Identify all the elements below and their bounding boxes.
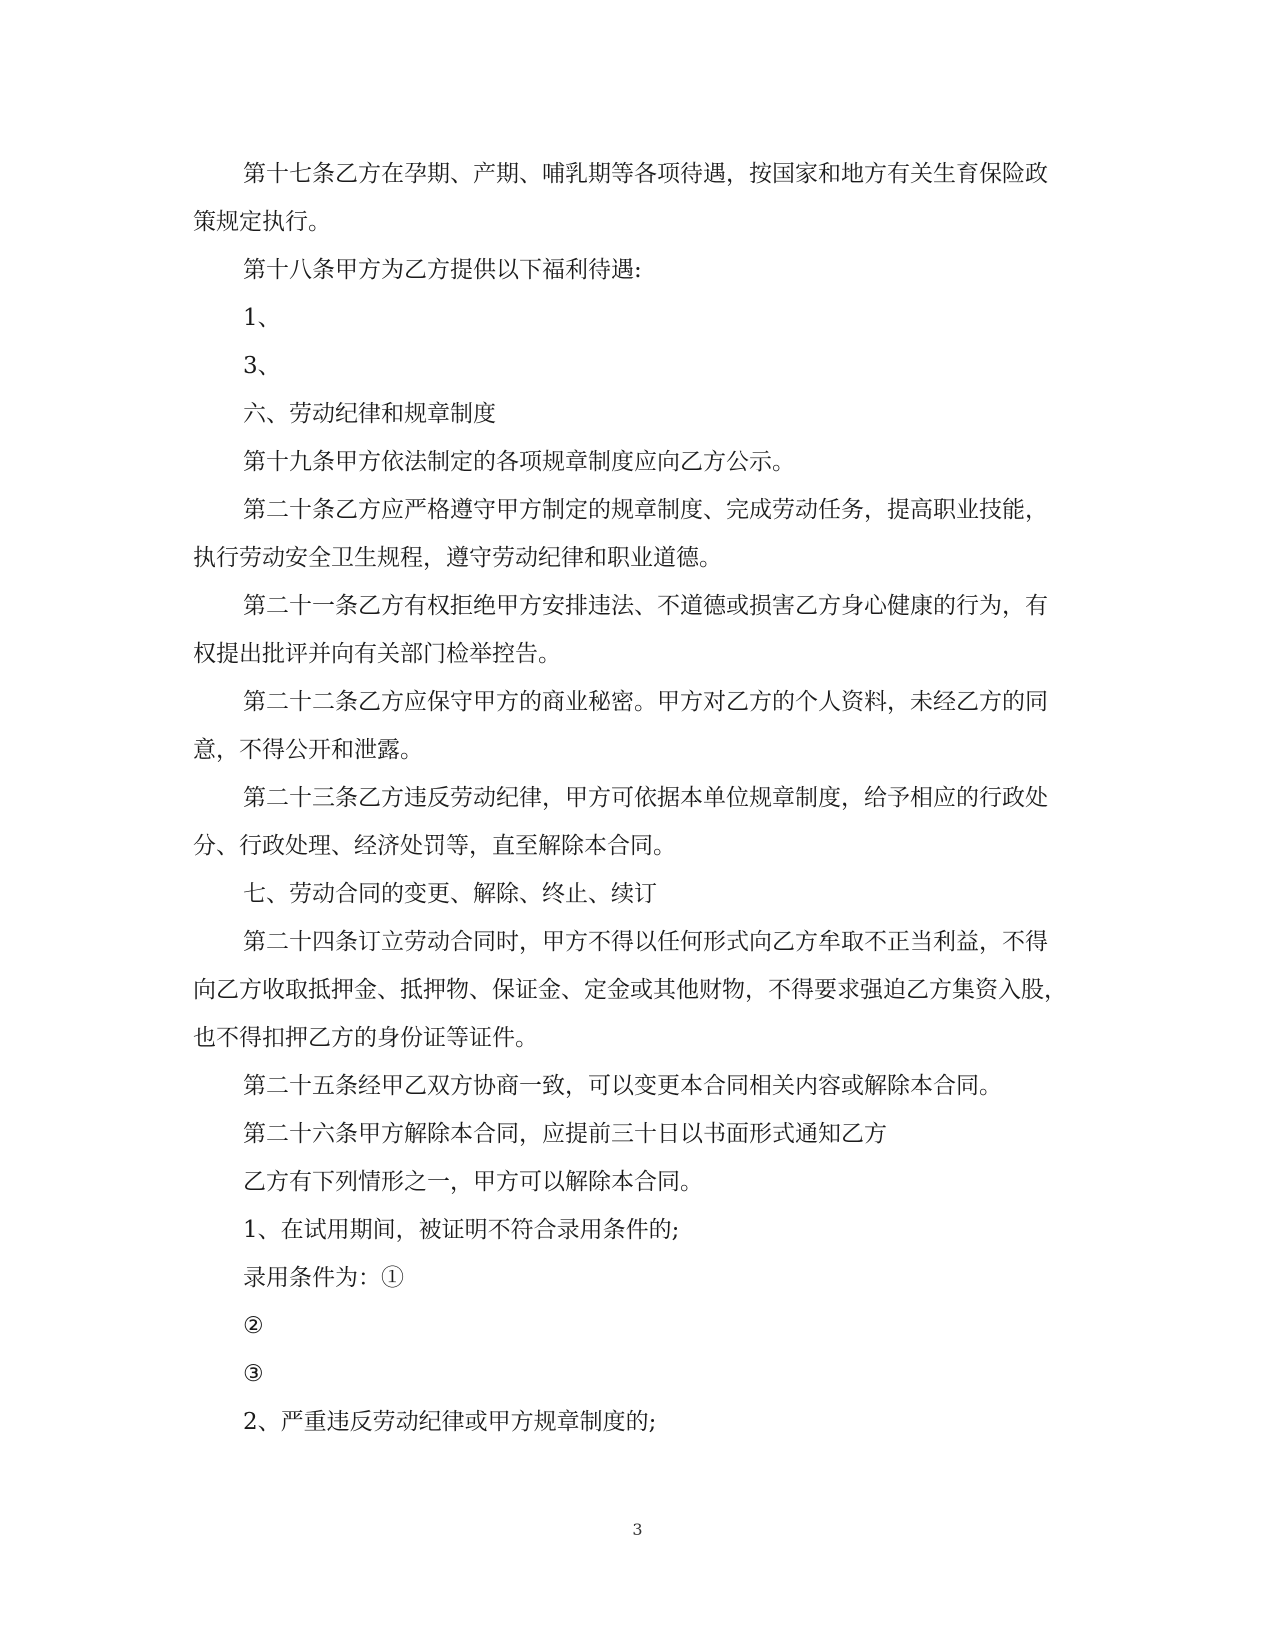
paragraph-hiring-conditions: 录用条件为：①: [243, 1265, 404, 1291]
page-number: 3: [632, 1520, 643, 1539]
paragraph-article-21: 第二十一条乙方有权拒绝甲方安排违法、不道德或损害乙方身心健康的行为，有权提出批评并向有关部门检举控告。: [193, 593, 1048, 667]
paragraph-article-23: 第二十三条乙方违反劳动纪律，甲方可依据本单位规章制度，给予相应的行政处分、行政处理、经济处罚等，直至解除本合同。: [193, 785, 1048, 859]
paragraph-condition-1: 1、在试用期间，被证明不符合录用条件的;: [243, 1217, 680, 1243]
paragraph-article-26: 第二十六条甲方解除本合同，应提前三十日以书面形式通知乙方: [243, 1121, 887, 1147]
section-heading-7: 七、劳动合同的变更、解除、终止、续订: [243, 881, 657, 907]
paragraph-hiring-condition-3: ③: [243, 1361, 264, 1387]
paragraph-article-20: 第二十条乙方应严格遵守甲方制定的规章制度、完成劳动任务，提高职业技能，执行劳动安全卫生规程，遵守劳动纪律和职业道德。: [193, 497, 1048, 571]
section-heading-6: 六、劳动纪律和规章制度: [243, 401, 496, 427]
paragraph-article-22: 第二十二条乙方应保守甲方的商业秘密。甲方对乙方的个人资料，未经乙方的同意，不得公开和泄露。: [193, 689, 1048, 763]
paragraph-item-1: 1、: [243, 305, 281, 331]
paragraph-article-17: 第十七条乙方在孕期、产期、哺乳期等各项待遇，按国家和地方有关生育保险政策规定执行。: [193, 161, 1048, 235]
paragraph-article-18: 第十八条甲方为乙方提供以下福利待遇:: [243, 257, 642, 283]
paragraph-hiring-condition-2: ②: [243, 1313, 264, 1339]
paragraph-article-19: 第十九条甲方依法制定的各项规章制度应向乙方公示。: [243, 449, 795, 475]
paragraph-article-24: 第二十四条订立劳动合同时，甲方不得以任何形式向乙方牟取不正当利益，不得向乙方收取抵押金、抵押物、保证金、定金或其他财物，不得要求强迫乙方集资入股，也不得扣押乙方的身份证等证件。: [193, 929, 1067, 1051]
paragraph-item-3: 3、: [243, 353, 281, 379]
paragraph-termination-conditions: 乙方有下列情形之一，甲方可以解除本合同。: [243, 1169, 703, 1195]
paragraph-article-25: 第二十五条经甲乙双方协商一致，可以变更本合同相关内容或解除本合同。: [243, 1073, 1002, 1099]
document-body: [193, 150, 1068, 1446]
paragraph-condition-2: 2、严重违反劳动纪律或甲方规章制度的;: [243, 1409, 657, 1435]
